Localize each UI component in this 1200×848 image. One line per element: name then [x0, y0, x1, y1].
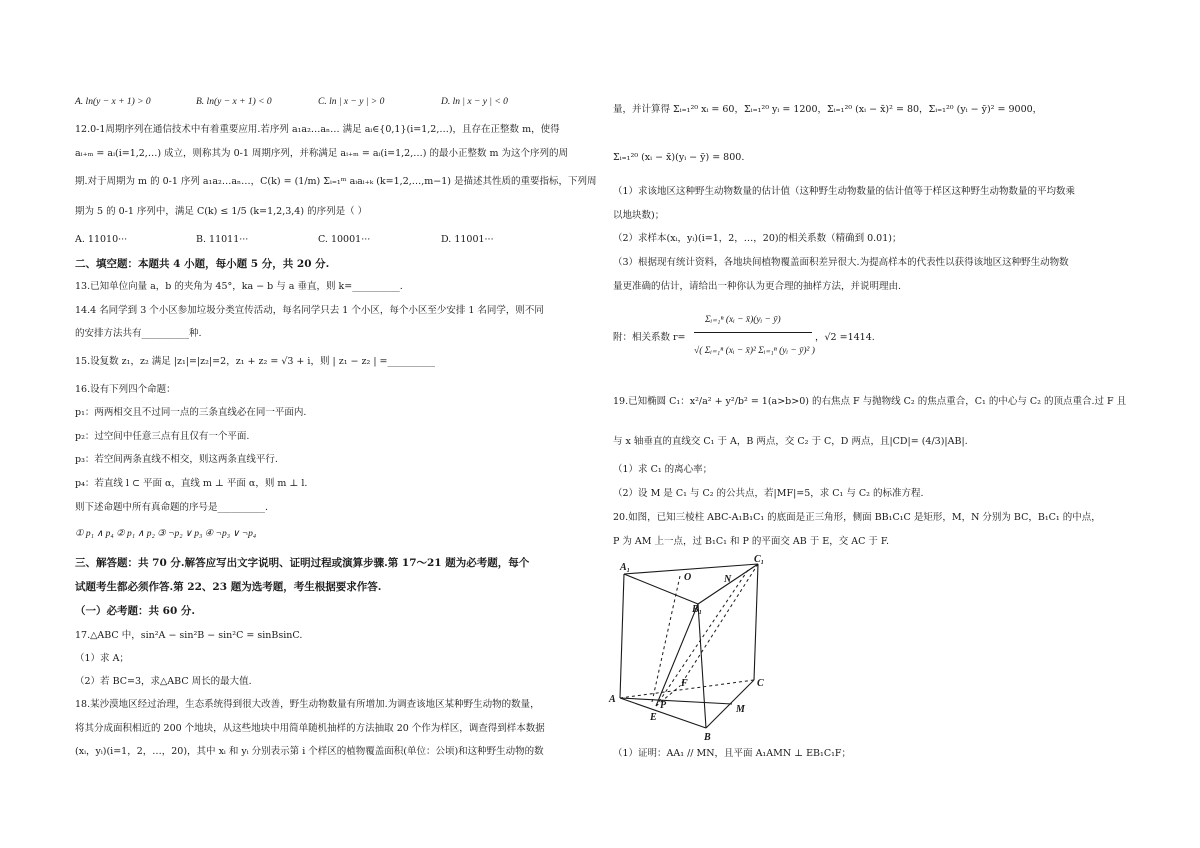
edge-n-e-hidden — [656, 570, 748, 706]
section-2-title: 二、填空题：本题共 4 小题，每小题 5 分，共 20 分. — [75, 258, 330, 270]
q16-p3: p₃：若空间两条直线不相交，则这两条直线平行. — [75, 454, 278, 465]
q18-part-3-line-2: 量更准确的估计，请给出一种你认为更合理的抽样方法，并说明理由. — [613, 281, 902, 292]
q20-line-1: 20.如图，已知三棱柱 ABC-A₁B₁C₁ 的底面是正三角形，侧面 BB₁C₁C 是矩形，M，N 分别为 BC，B₁C₁ 的中点， — [613, 512, 1101, 523]
q16-question: 则下述命题中所有真命题的序号是__________. — [75, 502, 269, 513]
q18-cont-line-1: 量，并计算得 Σᵢ₌₁²⁰ xᵢ = 60，Σᵢ₌₁²⁰ yᵢ = 1200，Σᵢ₌₁²⁰ (xᵢ − x̄)² = 80，Σᵢ₌₁²⁰ (yᵢ − ȳ)² = 9000， — [613, 104, 1043, 115]
q19-line-2: 与 x 轴垂直的直线交 C₁ 于 A，B 两点，交 C₂ 于 C，D 两点，且|CD|= (4/3)|AB|. — [613, 436, 968, 447]
section-3-title-2: 试题考生都必须作答.第 22、23 题为选考题，考生根据要求作答. — [75, 581, 382, 593]
q19-part-2: （2）设 M 是 C₁ 与 C₂ 的公共点，若|MF|=5，求 C₁ 与 C₂ 的标准方程. — [613, 488, 924, 499]
label-o: O — [684, 572, 692, 583]
q16-line-1: 16.设有下列四个命题： — [75, 384, 176, 395]
formula-fraction-bar — [694, 332, 812, 333]
q16-choices: ① p₁ ∧ p₄ ② p₁ ∧ p₂ ③ ¬p₂ ∨ p₃ ④ ¬p₃ ∨ ¬p₄ — [75, 529, 257, 539]
label-e: E — [650, 712, 657, 723]
q20-line-2: P 为 AM 上一点，过 B₁C₁ 和 P 的平面交 AB 于 E，交 AC 于 F. — [613, 536, 890, 547]
q16-p2: p₂：过空间中任意三点有且仅有一个平面. — [75, 431, 250, 442]
q17-line-1: 17.△ABC 中，sin²A − sin²B − sin²C = sinBsinC. — [75, 630, 303, 641]
q19-line-1: 19.已知椭圆 C₁：x²/a² + y²/b² = 1(a>b>0) 的右焦点 F 与抛物线 C₂ 的焦点重合，C₁ 的中心与 C₂ 的顶点重合.过 F 且 — [613, 396, 1127, 407]
q17-part-1: （1）求 A； — [75, 653, 129, 664]
q12-line-1: 12.0-1周期序列在通信技术中有着重要应用.若序列 a₁a₂…aₙ… 满足 aᵢ∈{0,1}(i=1,2,…)，且存在正整数 m，使得 — [75, 124, 560, 135]
edge-c1-c — [754, 564, 758, 680]
label-n: N — [724, 574, 732, 585]
formula-denominator: √( Σᵢ₌₁ⁿ (xᵢ − x̄)² Σᵢ₌₁ⁿ (yᵢ − ȳ)² ) — [694, 346, 815, 356]
label-p: P — [660, 700, 667, 711]
label-b: B — [704, 732, 711, 743]
label-a1: A₁ — [620, 562, 631, 573]
label-b1: B₁ — [692, 604, 703, 615]
q12-line-2: aᵢ₊ₘ = aᵢ(i=1,2,…) 成立，则称其为 0-1 周期序列，并称满足 aᵢ₊ₘ = aᵢ(i=1,2,…) 的最小正整数 m 为这个序列的周 — [75, 148, 569, 159]
formula-suffix: ，√2 =1414. — [815, 332, 875, 343]
edge-a-m — [620, 698, 732, 704]
q12-option-b: B. 11011··· — [196, 234, 249, 245]
edge-a1-a — [620, 574, 624, 698]
q19-part-1: （1）求 C₁ 的离心率； — [613, 464, 713, 475]
q11-option-c: C. ln | x − y | > 0 — [318, 97, 385, 107]
q18-part-1-line-1: （1）求该地区这种野生动物数量的估计值（这种野生动物数量的估计值等于样区这种野生动物数量的平均数乘 — [613, 186, 1076, 197]
label-a: A — [609, 694, 616, 705]
q11-option-d: D. ln | x − y | < 0 — [441, 97, 508, 107]
edge-b1-b — [698, 604, 706, 728]
formula-prefix: 附：相关系数 r= — [613, 332, 686, 343]
q12-line-4: 期为 5 的 0-1 序列中，满足 C(k) ≤ 1/5 (k=1,2,3,4) 的序列是（ ） — [75, 206, 368, 217]
q12-line-3: 期.对于周期为 m 的 0-1 序列 a₁a₂…aₙ…，C(k) = (1/m) Σᵢ₌₁ᵐ aᵢaᵢ₊ₖ (k=1,2,…,m−1) 是描述其性质的重要指标，下列周 — [75, 176, 597, 187]
label-m: M — [736, 704, 745, 715]
required-title: （一）必考题：共 60 分. — [75, 605, 196, 617]
q11-option-a: A. ln(y − x + 1) > 0 — [75, 97, 151, 107]
q20-part-1: （1）证明：AA₁ // MN，且平面 A₁AMN ⊥ EB₁C₁F； — [613, 748, 852, 759]
q12-option-d: D. 11001··· — [441, 234, 494, 245]
q18-cont-line-2: Σᵢ₌₁²⁰ (xᵢ − x̄)(yᵢ − ȳ) = 800. — [613, 152, 745, 163]
edge-c1-f-hidden — [680, 564, 758, 686]
q18-part-2: （2）求样本(xᵢ，yᵢ)(i=1，2，…，20)的相关系数（精确到 0.01)； — [613, 233, 902, 244]
q12-option-a: A. 11010··· — [75, 234, 128, 245]
q11-option-b: B. ln(y − x + 1) < 0 — [196, 97, 272, 107]
q18-part-3-line-1: （3）根据现有统计资料，各地块间植物覆盖面积差异很大.为提高样本的代表性以获得该地区这种野生动物数 — [613, 257, 1069, 268]
q16-p1: p₁：两两相交且不过同一点的三条直线必在同一平面内. — [75, 407, 307, 418]
prism-figure — [608, 552, 778, 744]
q14-line-2: 的安排方法共有__________种. — [75, 328, 202, 339]
label-c1: C₁ — [754, 554, 765, 565]
q18-line-3: (xᵢ，yᵢ)(i=1，2，…，20)，其中 xᵢ 和 yᵢ 分别表示第 i 个样区的植物覆盖面积(单位：公顷)和这种野生动物的数 — [75, 746, 544, 757]
q13: 13.已知单位向量 a，b 的夹角为 45°，ka − b 与 a 垂直，则 k=__________. — [75, 281, 403, 292]
label-f: F — [681, 678, 688, 689]
q17-part-2: （2）若 BC=3，求△ABC 周长的最大值. — [75, 676, 252, 687]
q18-line-1: 18.某沙漠地区经过治理，生态系统得到很大改善，野生动物数量有所增加.为调查该地区某种野生动物的数量， — [75, 699, 540, 710]
section-3-title-1: 三、解答题：共 70 分.解答应写出文字说明、证明过程或演算步骤.第 17～21 题为必考题，每个 — [75, 557, 530, 569]
q12-option-c: C. 10001··· — [318, 234, 371, 245]
formula-numerator: Σᵢ₌₁ⁿ (xᵢ − x̄)(yᵢ − ȳ) — [705, 315, 781, 325]
label-c: C — [757, 678, 764, 689]
q16-p4: p₄：若直线 l ⊂ 平面 α，直线 m ⊥ 平面 α，则 m ⊥ l. — [75, 478, 308, 489]
q18-part-1-line-2: 以地块数)； — [613, 210, 665, 221]
q14-line-1: 14.4 名同学到 3 个小区参加垃圾分类宣传活动，每名同学只去 1 个小区，每个小区至少安排 1 名同学，则不同 — [75, 305, 544, 316]
q18-line-2: 将其分成面积相近的 200 个地块，从这些地块中用简单随机抽样的方法抽取 20 个作为样区，调查得到样本数据 — [75, 723, 545, 734]
q15: 15.设复数 z₁，z₂ 满足 |z₁|=|z₂|=2，z₁ + z₂ = √3 + i，则 | z₁ − z₂ | =__________ — [75, 356, 436, 367]
